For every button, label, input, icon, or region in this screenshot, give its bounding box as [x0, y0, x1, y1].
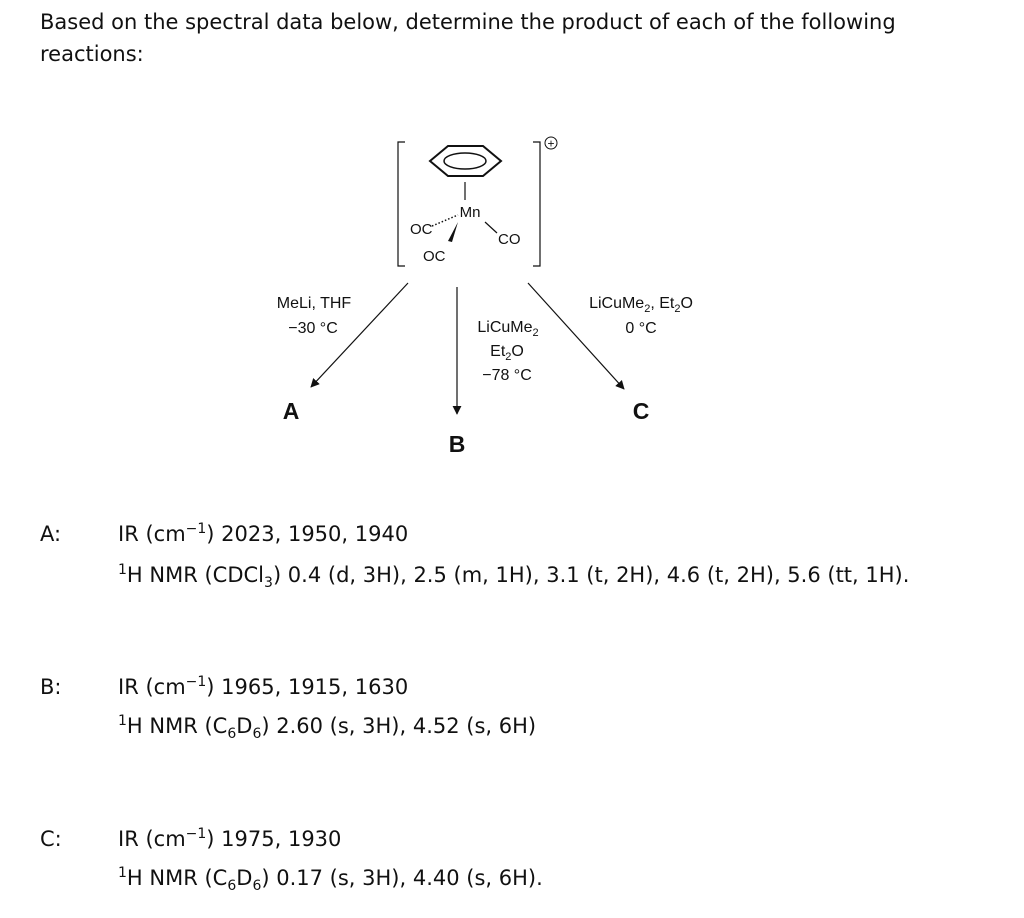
metal-label: Mn	[459, 204, 481, 221]
ligand-oc-left: OC	[410, 221, 433, 238]
ligand-oc-bottom: OC	[423, 248, 446, 265]
row-a-ir: IR $(cm^{-1})$ 2023, 1950, 1940	[118, 521, 409, 546]
row-c-label: C:	[40, 827, 62, 851]
product-b-label: B	[448, 431, 466, 457]
svg-text:+: +	[547, 136, 555, 151]
co-bond	[485, 222, 497, 233]
hashed-bond	[432, 215, 458, 226]
benzene-ring	[430, 146, 501, 176]
right-temperature: 0 °C	[625, 320, 657, 337]
middle-solvent: $Et_2O$	[490, 343, 524, 363]
row-c-nmr: $^1$H NMR $(C_6D_6)$ 0.17 (s, 3H), 4.40 (s, 6H).	[118, 865, 543, 894]
row-c-ir: IR $(cm^{-1})$ 1975, 1930	[118, 826, 342, 851]
left-temperature: −30 °C	[288, 320, 338, 337]
question-line-1: Based on the spectral data below, determine the product of each of the following	[40, 10, 896, 34]
product-a-label: A	[282, 398, 300, 424]
question-line-2: reactions:	[40, 42, 144, 66]
left-reagent: MeLi, THF	[276, 295, 352, 312]
wedge-bond	[448, 222, 458, 242]
middle-temperature: −78 °C	[482, 367, 532, 384]
row-b-nmr: $^1$H NMR $(C_6D_6)$ 2.60 (s, 3H), 4.52 (s, 6H)	[118, 713, 537, 742]
row-b-ir: IR $(cm^{-1})$ 1965, 1915, 1630	[118, 674, 409, 699]
row-a-label: A:	[40, 522, 62, 546]
row-b-label: B:	[40, 675, 62, 699]
row-a-nmr: $^1$H NMR (CDCl$_3$) 0.4 (d, 3H), 2.5 (m, 1H), 3.1 (t, 2H), 4.6 (t, 2H), 5.6 (tt, 1H).	[118, 562, 910, 591]
right-reagent: LiCuMe$_2$, $Et_2O$	[589, 295, 693, 315]
product-c-label: C	[632, 398, 650, 424]
charge-symbol	[545, 137, 557, 151]
ligand-co-right: CO	[498, 231, 521, 248]
middle-reagent: LiCuMe$_2$	[477, 319, 539, 339]
